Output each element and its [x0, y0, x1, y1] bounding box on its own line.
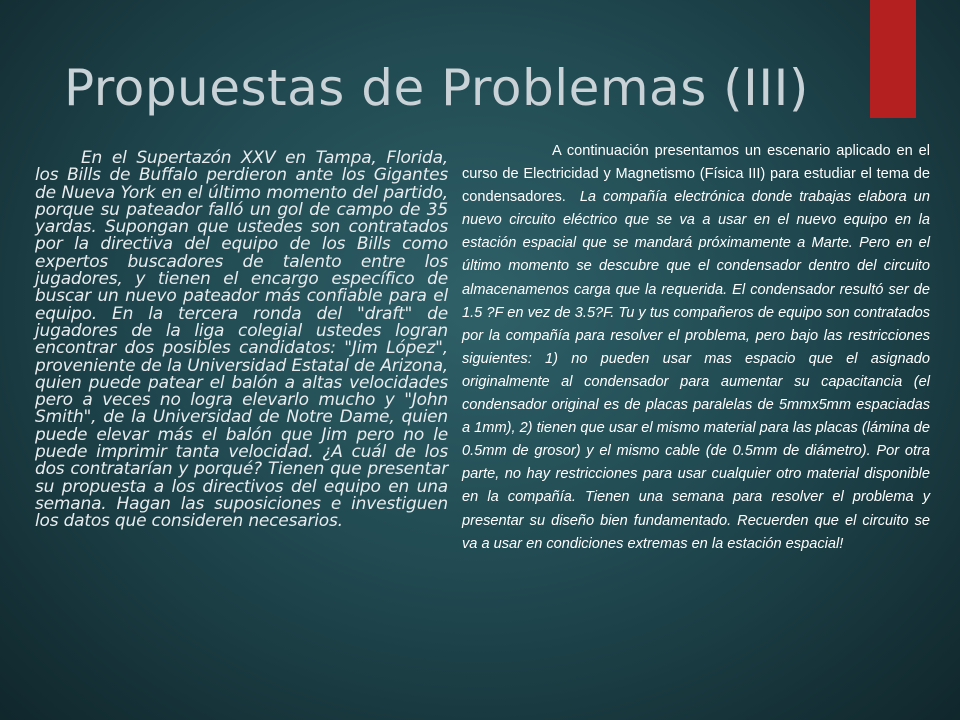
right-text-scenario: La compañía electrónica donde trabajas elabora un nuevo circuito eléctrico que se va a usar en el nuevo equipo en la estación espacial que se mandará próximamente a Marte. Pero en el último momento se descubre que el condensador dentro del circuito almacenamenos carga que la requerida. El condensador resultó ser de 1.5 ?F en vez de 3.5?F. Tu y tus compañeros de equipo son contratados por la compañía para resolver el problema, pero bajo las restricciones siguientes: 1) no pueden usar mas espacio que el asignado originalmente al condensador para aumentar su capacitancia (el condensador original es de placas paralelas de 5mmx5mm espaciadas a 1mm), 2) tienen que usar el mismo material para las placas (lámina de 0.5mm de grosor) y el mismo cable (de 0.5mm de diámetro). Por otra parte, no hay restricciones para usar cualquier otro material disponible en la compañía. Tienen una semana para resolver el problema y presentar su diseño bien fundamentado. Recuerden que el circuito se va a usar en condiciones extremas en la estación espacial! [462, 189, 931, 552]
right-text-block [462, 140, 930, 556]
slide-title: Propuestas de Problemas (III) [64, 59, 809, 117]
accent-bar [870, 0, 916, 118]
right-text-intro: A continuación presentamos un escenario aplicado en el curso de Electricidad y Magnetismo (Física III) para estudiar el tema de condensadores. [462, 143, 930, 206]
left-text-block: En el Supertazón XXV en Tampa, Florida, los Bills de Buffalo perdieron ante los Gigantes de Nueva York en el último momento del partido, porque su pateador falló un gol de campo de 35 yardas. Supongan que ustedes son contratados por la directiva del equipo de los Bills como expertos buscadores de talento entre los jugadores, y tienen el encargo específico de buscar un nuevo pateador más confiable para el equipo. En la tercera ronda del "draft" de jugadores de la liga colegial ustedes logran encontrar dos posibles candidatos: "Jim López", proveniente de la Universidad Estatal de Arizona, quien puede patear el balón a altas velocidades pero a veces no logra elevarlo mucho y "John Smith", de la Universidad de Notre Dame, quien puede elevar más el balón que Jim pero no le puede imprimir tanta velocidad. ¿A cuál de los dos contratarían y porqué? Tienen que presentar su propuesta a los directivos del equipo en una semana. Hagan las suposiciones e investiguen los datos que consideren necesarios. [35, 148, 448, 532]
